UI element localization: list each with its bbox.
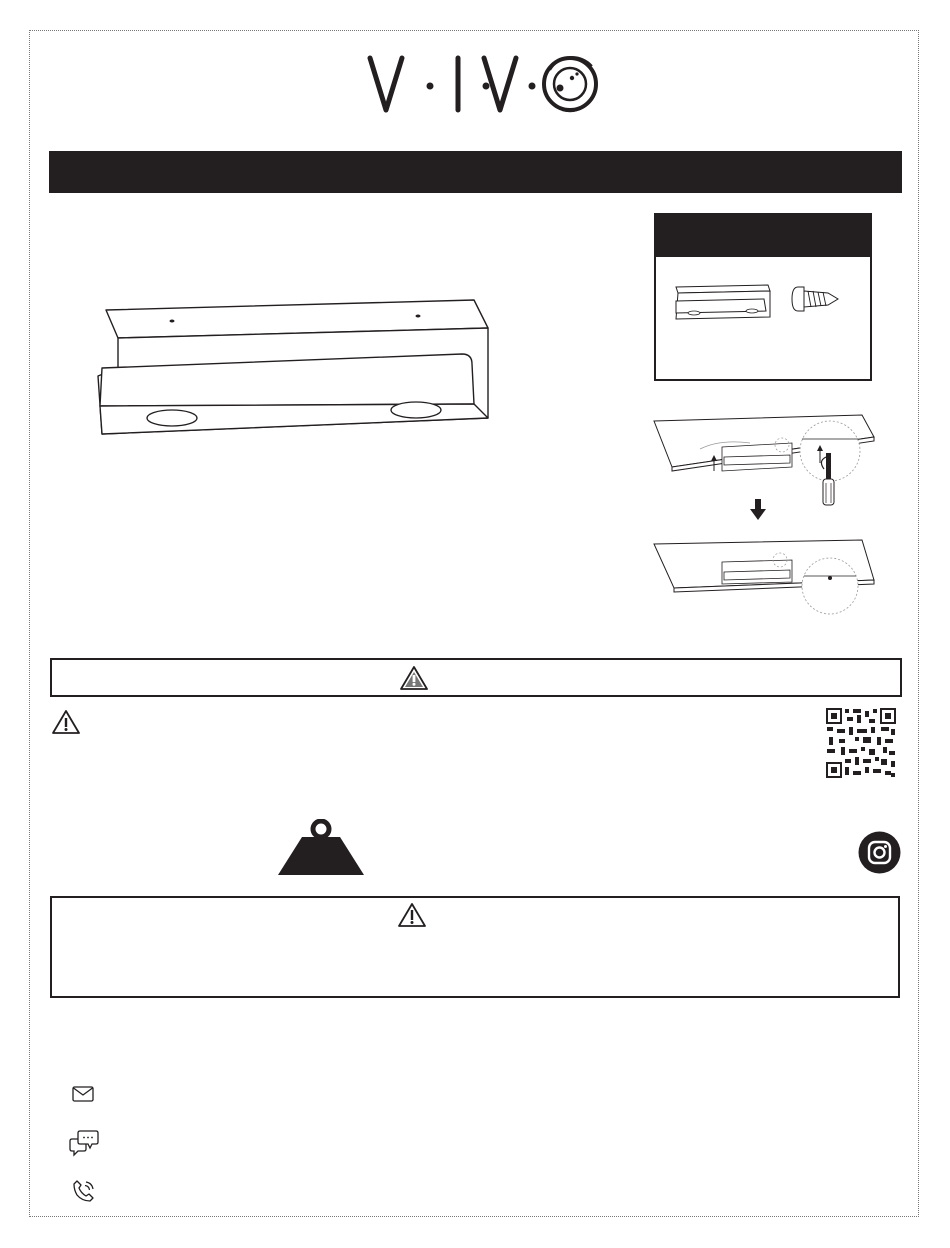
mail-icon[interactable] bbox=[72, 1085, 94, 1103]
warning-triangle-icon bbox=[400, 665, 428, 691]
weight-icon bbox=[278, 819, 364, 875]
caution-box bbox=[50, 896, 900, 998]
contents-header bbox=[656, 215, 870, 257]
install-step-2-illustration bbox=[650, 538, 876, 620]
phone-icon[interactable] bbox=[72, 1179, 96, 1203]
warning-bar bbox=[50, 658, 902, 697]
qr-code-icon bbox=[825, 707, 897, 779]
warning-triangle-icon bbox=[397, 902, 427, 928]
bracket-illustration bbox=[90, 288, 500, 448]
title-bar bbox=[49, 151, 902, 193]
vivo-logo bbox=[364, 50, 604, 120]
parts-illustration bbox=[668, 281, 858, 325]
warning-triangle-icon bbox=[52, 709, 80, 735]
install-step-1-illustration bbox=[650, 413, 876, 513]
package-contents-box bbox=[654, 213, 872, 381]
step-arrow-icon bbox=[748, 499, 768, 521]
instagram-icon[interactable] bbox=[858, 831, 901, 874]
chat-icon[interactable] bbox=[68, 1129, 100, 1157]
page-border bbox=[29, 30, 919, 1217]
